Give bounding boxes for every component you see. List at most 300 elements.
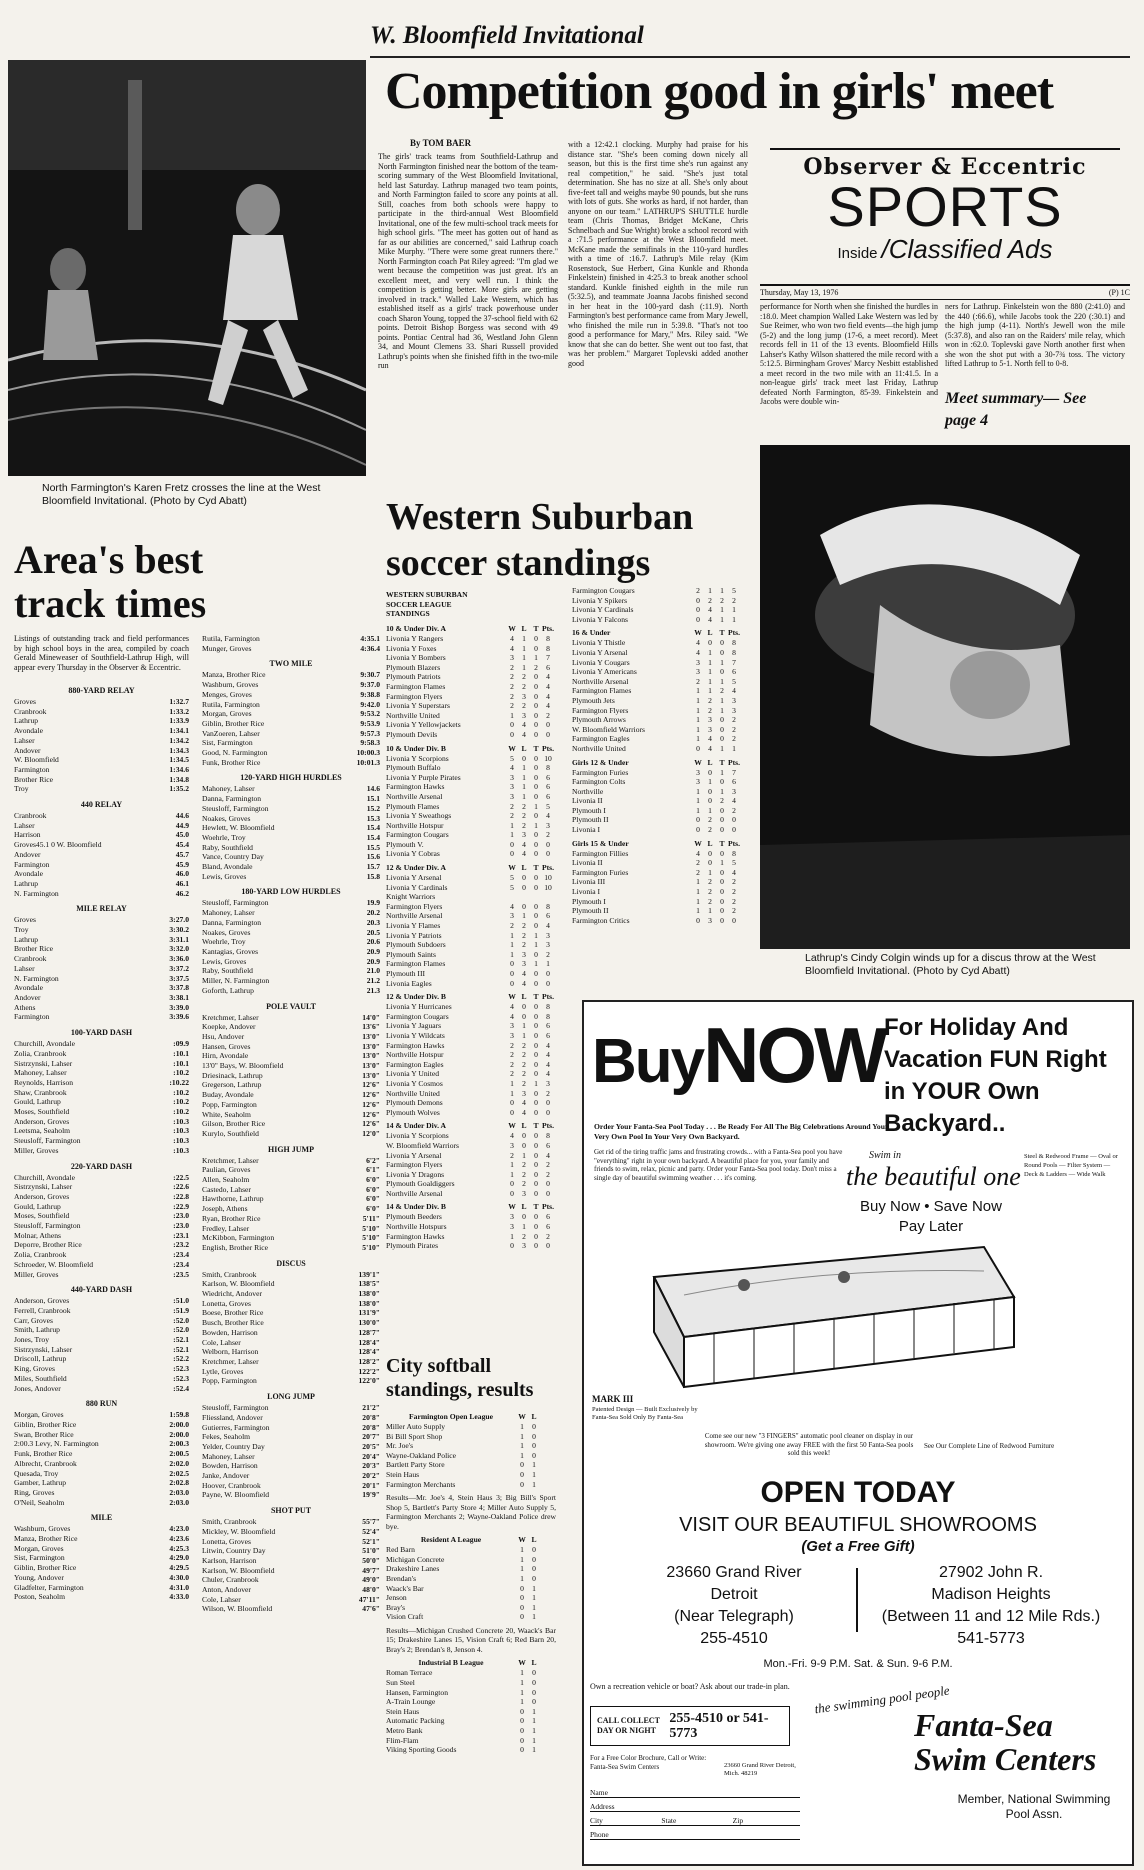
- track-event-heading: 220-YARD DASH: [70, 1161, 133, 1171]
- stat-value: 1: [522, 662, 526, 672]
- track-result-row: [14, 1573, 189, 1583]
- track-result-row: [202, 1403, 380, 1413]
- track-result-row: [14, 1146, 189, 1156]
- athlete-name: Kretchmer, Lahser: [202, 1357, 259, 1366]
- result-mark: 21.3: [366, 985, 380, 995]
- coupon-field-name[interactable]: Name: [590, 1788, 608, 1797]
- team-name: Bartlett Party Store: [386, 1460, 445, 1470]
- result-mark: :23.0: [173, 1211, 189, 1221]
- track-result-row: [202, 1032, 380, 1042]
- result-mark: 52'4": [362, 1526, 380, 1536]
- stat-value: 1: [510, 830, 514, 840]
- track-result-row: [14, 1316, 189, 1326]
- track-result-row: [14, 840, 189, 850]
- ad-cleaner-text: Come see our new "3 FINGERS" automatic pool cleaner on display in our showroom. We're giving one away FREE with the first 50 Fanta-Sea pools sold this week!: [704, 1432, 914, 1457]
- stat-value: 6: [546, 1021, 550, 1031]
- result-mark: 1:34.8: [169, 774, 189, 784]
- stat-value: 0: [696, 614, 700, 624]
- track-result-row: [202, 1270, 380, 1280]
- team-name: Jenson: [386, 1593, 407, 1603]
- result-mark: :52.3: [173, 1373, 189, 1383]
- track-result-row: [14, 1192, 189, 1202]
- stat-value: 4: [546, 1150, 550, 1160]
- stat-value: 2: [708, 887, 712, 897]
- stat-value: 2: [732, 877, 736, 887]
- loc2-address: 27902 John R.: [938, 1564, 1044, 1581]
- athlete-name: Sistrzynski, Lahser: [14, 1182, 73, 1192]
- result-mark: 45.0: [175, 830, 189, 840]
- track-result-row: [202, 738, 380, 748]
- stat-value: 2: [720, 686, 724, 696]
- ad-location-madison: [866, 1562, 1116, 1650]
- stat-value: 5: [546, 801, 550, 811]
- standings-row: [386, 1131, 566, 1141]
- team-name: Mr. Joe's: [386, 1441, 414, 1451]
- team-name: Livonia Y Arsenal: [386, 873, 442, 883]
- league-row: [386, 1593, 556, 1603]
- athlete-name: Andover: [14, 745, 41, 755]
- stat-value: 0: [720, 647, 724, 657]
- column-label: L: [707, 757, 713, 767]
- stat-value: 2: [708, 595, 712, 605]
- stat-value: 2: [510, 1059, 514, 1069]
- stat-value: 0: [534, 691, 538, 701]
- stat-value: 1: [520, 1545, 524, 1555]
- stat-value: 3: [510, 653, 514, 663]
- stat-value: 3: [696, 767, 700, 777]
- ad-call-phones[interactable]: 255-4510 or 541-5773: [669, 1711, 769, 1741]
- athlete-name: Harrison: [14, 830, 41, 840]
- column-label: L: [531, 1535, 537, 1545]
- track-result-row: [14, 746, 189, 756]
- ad-coupon-form: [590, 1784, 800, 1840]
- stat-value: 1: [696, 705, 700, 715]
- team-name: W. Bloomfield Warriors: [572, 724, 645, 734]
- standings-row: [572, 897, 752, 907]
- division-name: Girls 12 & Under: [572, 757, 629, 767]
- track-result-row: [14, 1126, 189, 1136]
- stat-value: 2: [510, 921, 514, 931]
- athlete-name: Gilson, Brother Rice: [202, 1119, 266, 1129]
- athlete-name: Gould, Lathrup: [14, 1097, 61, 1107]
- coupon-field-state[interactable]: State: [661, 1816, 677, 1825]
- track-result-row: [202, 957, 380, 967]
- stat-value: 4: [510, 643, 514, 653]
- stat-value: 1: [696, 724, 700, 734]
- result-mark: 9:38.8: [360, 689, 380, 699]
- stat-value: 2: [546, 949, 550, 959]
- track-result-row: [202, 1556, 380, 1566]
- team-name: Farmington Flyers: [386, 901, 443, 911]
- result-mark: 45.4: [175, 840, 189, 850]
- result-mark: :52.1: [173, 1335, 189, 1345]
- standings-row: [386, 911, 566, 921]
- athlete-name: Hoover, Cranbrook: [202, 1480, 261, 1490]
- ad-free-brochure: For a Free Color Brochure, Call or Write: Fanta-Sea Swim Centers: [590, 1754, 707, 1771]
- standings-row: [572, 677, 752, 687]
- team-name: Livonia Y Cardinals: [386, 882, 448, 892]
- standings-row: [386, 1012, 566, 1022]
- result-mark: 19.9: [366, 898, 380, 908]
- coupon-field-phone[interactable]: Phone: [590, 1830, 609, 1839]
- athlete-name: Danna, Farmington: [202, 794, 262, 804]
- track-event-heading: 180-YARD LOW HURDLES: [241, 887, 341, 897]
- result-mark: 51'0": [362, 1546, 380, 1556]
- result-mark: 3:30.2: [169, 925, 189, 935]
- athlete-name: Carr, Groves: [14, 1315, 53, 1325]
- track-result-row: [14, 850, 189, 860]
- soccer-league-label: WESTERN SUBURBAN SOCCER LEAGUE STANDINGS: [386, 590, 468, 618]
- stat-value: 0: [532, 1697, 536, 1707]
- athlete-name: Steusloff, Farmington: [202, 1403, 269, 1413]
- team-name: Livonia Y Scorpions: [386, 753, 449, 763]
- stat-value: 1: [522, 791, 526, 801]
- story-column-4: ners for Lathrup. Finkelstein won the 880 (2:41.0) and the 440 (:66.6), while Jacobs took the 220 (:30.1) and the high jump (4-11). North's Jewell won the mile (5:37.8), and also ran on the Raiders' mile relay, which won in :62.0. Toplevski gave North another first when she won the shot put with a 30-7¾ toss. The victory lifted Lathrup to 5-1. North fell to 0-8.: [945, 302, 1125, 368]
- ad-features: Steel & Redwood Frame — Oval or Round Pools — Filter System — Deck & Ladders — Wide Walk: [1024, 1153, 1118, 1178]
- result-mark: 9:42.0: [360, 699, 380, 709]
- team-name: Livonia Y Patriots: [386, 930, 442, 940]
- athlete-name: Washburn, Groves: [14, 1524, 71, 1534]
- track-result-row: [14, 1260, 189, 1270]
- result-mark: 13'0": [362, 1061, 380, 1071]
- team-name: Plymouth Flames: [386, 801, 440, 811]
- stat-value: 0: [708, 796, 712, 806]
- result-mark: 20'2": [362, 1471, 380, 1481]
- stat-value: 0: [520, 1593, 524, 1603]
- standings-row: [572, 686, 752, 696]
- column-label: Pts.: [728, 757, 741, 767]
- result-mark: 15.1: [366, 794, 380, 804]
- stat-value: 0: [534, 949, 538, 959]
- track-column-2: [202, 634, 380, 1614]
- athlete-name: Farmington: [14, 1012, 50, 1022]
- stat-value: 4: [546, 1069, 550, 1079]
- track-result-row: [202, 784, 380, 794]
- track-result-row: [14, 1182, 189, 1192]
- coupon-line: [590, 1812, 800, 1826]
- stat-value: 0: [696, 595, 700, 605]
- team-name: Automatic Packing: [386, 1716, 445, 1726]
- column-label: W: [518, 1535, 526, 1545]
- track-result-row: [14, 1364, 189, 1374]
- track-result-row: [14, 983, 189, 993]
- stat-value: 2: [510, 691, 514, 701]
- stat-value: 0: [532, 1554, 536, 1564]
- team-name: Livonia Y Cardinals: [572, 605, 634, 615]
- athlete-name: Woehrle, Troy: [202, 937, 246, 947]
- stat-value: 2: [522, 1160, 526, 1170]
- result-mark: 1:59.8: [169, 1410, 189, 1420]
- team-name: Livonia Eagles: [386, 978, 432, 988]
- result-mark: 44.6: [175, 811, 189, 821]
- column-label: W: [508, 992, 516, 1002]
- stat-value: 3: [510, 911, 514, 921]
- athlete-name: Hansen, Groves: [202, 1041, 251, 1051]
- athlete-name: Gutierres, Farmington: [202, 1422, 270, 1432]
- track-result-row: [202, 1481, 380, 1491]
- coupon-line: [590, 1798, 800, 1812]
- stat-value: 6: [546, 911, 550, 921]
- pool-illustration: [624, 1237, 1024, 1397]
- athlete-name: Steusloff, Farmington: [202, 898, 269, 908]
- stat-value: 8: [546, 634, 550, 643]
- stat-value: 4: [510, 763, 514, 773]
- team-name: Miller Auto Supply: [386, 1422, 446, 1431]
- result-mark: 2:03.0: [169, 1487, 189, 1497]
- standings-row: [386, 1031, 566, 1041]
- team-name: Northville United: [386, 710, 440, 720]
- ad-location-divider: [856, 1568, 858, 1632]
- athlete-name: Miles, Southfield: [14, 1373, 67, 1383]
- stat-value: 1: [708, 647, 712, 657]
- result-mark: 138'5": [358, 1279, 380, 1289]
- stat-value: 2: [534, 662, 538, 672]
- meet-summary-ref[interactable]: Meet summary— See page 4: [945, 390, 1087, 429]
- track-result-row: [202, 947, 380, 957]
- stat-value: 0: [534, 901, 538, 911]
- athlete-name: Poston, Seaholm: [14, 1592, 66, 1602]
- stat-value: 3: [546, 940, 550, 950]
- result-mark: 47'6": [362, 1604, 380, 1614]
- stat-value: 4: [510, 901, 514, 911]
- athlete-name: Woehrle, Troy: [202, 832, 246, 842]
- athlete-name: Sist, Farmington: [14, 1553, 65, 1563]
- stat-value: 0: [520, 1460, 524, 1470]
- result-mark: 5'10": [362, 1223, 380, 1233]
- result-mark: :10.2: [173, 1107, 189, 1117]
- stat-value: 2: [510, 811, 514, 821]
- team-name: Northville Hotspur: [386, 1050, 444, 1060]
- coupon-field-zip[interactable]: Zip: [732, 1816, 744, 1825]
- stat-value: 0: [520, 1745, 524, 1755]
- track-event-heading: MILE: [90, 1513, 113, 1523]
- team-name: Livonia Y Foxes: [386, 643, 437, 653]
- track-result-row: [202, 966, 380, 976]
- team-name: Farmington Flyers: [572, 705, 629, 715]
- result-mark: :10.1: [173, 1058, 189, 1068]
- ad-now: NOW: [703, 1011, 885, 1099]
- ad-location-detroit: [624, 1562, 844, 1650]
- track-result-row: [202, 748, 380, 758]
- team-name: Drakeshire Lanes: [386, 1564, 440, 1574]
- soccer-column-2: [572, 586, 752, 925]
- stat-value: 6: [732, 667, 736, 677]
- athlete-name: McKibbon, Farmington: [202, 1233, 275, 1243]
- stat-value: 3: [696, 777, 700, 787]
- stat-value: 0: [720, 777, 724, 787]
- standings-row: [386, 883, 566, 893]
- athlete-name: Karlson, Harrison: [202, 1555, 257, 1565]
- league-row: [386, 1603, 556, 1613]
- ad-model-desc: Patented Design — Built Exclusively by Fanta-Sea Sold Only By Fanta-Sea: [592, 1406, 698, 1421]
- athlete-name: Lonetta, Groves: [202, 1536, 251, 1546]
- stat-value: 0: [532, 1678, 536, 1687]
- stat-value: 0: [720, 887, 724, 897]
- result-mark: :23.4: [173, 1250, 189, 1260]
- stat-value: 0: [534, 1169, 538, 1179]
- stat-value: 0: [534, 782, 538, 792]
- team-name: Roman Terrace: [386, 1668, 433, 1678]
- stat-value: 0: [532, 1422, 536, 1431]
- stat-value: 3: [732, 786, 736, 796]
- track-result-row: [202, 1338, 380, 1348]
- stat-value: 4: [732, 867, 736, 877]
- division-heading: [386, 744, 566, 754]
- stat-value: 0: [708, 858, 712, 868]
- stat-value: 1: [520, 1697, 524, 1707]
- track-result-row: [202, 1080, 380, 1090]
- stat-value: 1: [534, 1078, 538, 1088]
- stat-value: 2: [708, 825, 712, 835]
- track-result-row: [202, 1461, 380, 1471]
- stat-value: 4: [708, 734, 712, 744]
- division-name: 10 & Under Div. A: [386, 624, 446, 633]
- stat-value: 2: [522, 820, 526, 830]
- track-result-row: [14, 1117, 189, 1127]
- athlete-name: Karlson, W. Bloomfield: [202, 1565, 275, 1575]
- track-result-row: [202, 1013, 380, 1023]
- track-result-row: [14, 1296, 189, 1306]
- coupon-field-city[interactable]: City: [590, 1816, 603, 1825]
- team-name: Farmington Flames: [386, 681, 446, 691]
- main-headline: Competition good in girls' meet: [385, 63, 1054, 120]
- athlete-name: Avondale: [14, 726, 43, 736]
- track-result-row: [14, 736, 189, 746]
- team-name: Livonia III: [572, 877, 606, 887]
- athlete-name: 13'0" Bays, W. Bloomfield: [202, 1061, 284, 1071]
- team-name: Plymouth III: [386, 969, 426, 978]
- stat-value: 0: [534, 1002, 538, 1012]
- standings-row: [386, 1108, 566, 1118]
- athlete-name: Fliessland, Andover: [202, 1412, 263, 1422]
- team-name: Northville Arsenal: [386, 911, 443, 921]
- stat-value: 0: [534, 1179, 538, 1189]
- team-name: Plymouth Blazers: [386, 662, 441, 672]
- stat-value: 2: [708, 705, 712, 715]
- result-mark: 3:36.0: [169, 954, 189, 964]
- league-row: [386, 1545, 556, 1555]
- result-mark: :52.0: [173, 1325, 189, 1335]
- team-name: Waack's Bar: [386, 1583, 424, 1593]
- league-heading: [386, 1535, 556, 1545]
- stat-value: 0: [532, 1441, 536, 1451]
- athlete-name: Churchill, Avondale: [14, 1172, 76, 1182]
- standings-row: [572, 615, 752, 625]
- standings-row: [386, 1060, 566, 1070]
- stat-value: 1: [522, 634, 526, 643]
- athlete-name: Kurylo, Southfield: [202, 1128, 259, 1138]
- standings-row: [386, 902, 566, 912]
- stat-value: 2: [522, 701, 526, 711]
- stat-value: [506, 892, 518, 902]
- standings-row: [572, 825, 752, 835]
- stat-value: 3: [546, 1078, 550, 1088]
- stat-value: 2: [510, 1069, 514, 1079]
- result-mark: 5'11": [362, 1213, 380, 1223]
- track-result-row: [202, 1156, 380, 1166]
- standings-row: [386, 1041, 566, 1051]
- team-name: Bi Bill Sport Shop: [386, 1431, 443, 1441]
- stat-value: 0: [534, 1140, 538, 1150]
- track-result-row: [202, 1423, 380, 1433]
- track-result-row: [202, 1527, 380, 1537]
- loc2-phone: 541-5773: [957, 1630, 1025, 1647]
- track-result-row: [202, 700, 380, 710]
- track-result-row: [202, 976, 380, 986]
- athlete-name: Jones, Andover: [14, 1383, 61, 1393]
- result-mark: 6'1": [366, 1165, 380, 1175]
- stat-value: 1: [520, 1678, 524, 1687]
- stat-value: 1: [532, 1479, 536, 1489]
- athlete-name: Wiedricht, Andover: [202, 1289, 263, 1299]
- standings-row: [386, 782, 566, 792]
- team-name: Plymouth V.: [386, 839, 424, 849]
- soccer-column-1: [386, 620, 566, 1251]
- team-name: Farmington Cougars: [572, 586, 635, 595]
- stat-value: 2: [522, 1169, 526, 1179]
- loc1-phone: 255-4510: [700, 1630, 768, 1647]
- athlete-name: Avondale: [14, 983, 43, 993]
- track-result-row: [202, 634, 380, 644]
- result-mark: 1:34.2: [169, 735, 189, 745]
- stat-value: 0: [708, 638, 712, 648]
- athlete-name: Sist, Farmington: [202, 738, 253, 748]
- team-name: Livonia Y Jaguars: [386, 1021, 442, 1031]
- track-result-row: [202, 1442, 380, 1452]
- track-result-row: [202, 1357, 380, 1367]
- athlete-name: Troy: [14, 784, 29, 794]
- stat-value: 1: [534, 820, 538, 830]
- athlete-name: Manza, Brother Rice: [202, 670, 266, 680]
- athlete-name: Leetsma, Seaholm: [14, 1126, 71, 1136]
- stat-value: 7: [732, 767, 736, 777]
- stat-value: 1: [522, 653, 526, 663]
- track-result-row: [202, 1224, 380, 1234]
- stat-value: 1: [532, 1602, 536, 1612]
- result-mark: 20'4": [362, 1451, 380, 1461]
- stat-value: 5: [732, 586, 736, 595]
- result-mark: 2:00.5: [169, 1449, 189, 1459]
- stat-value: 0: [534, 811, 538, 821]
- team-name: Vision Craft: [386, 1612, 424, 1622]
- result-mark: 45.9: [175, 859, 189, 869]
- stat-value: 1: [522, 772, 526, 782]
- league-row: [386, 1707, 556, 1717]
- softball-column: [386, 1408, 556, 1755]
- result-mark: 4:23.6: [169, 1534, 189, 1544]
- coupon-field-address[interactable]: Address: [590, 1802, 615, 1811]
- story-column-3: performance for North when she finished the hurdles in :18.0. Meet champion Walled Lake Western was led by Sue Reimer, who won two field events—the high jump (5-2) and the long jump (17-6, a meet record). Meet records fell in 11 of the 13 events. Bloomfield Hills Lahser's Kathy Wilson shattered the mile record with a 5:12.5. Birmingham Groves' Marcy Nesbitt established a meet record in the two mile with an 11:41.5. In a non-league girls' track meet last Friday, Lathrup defeated North Farmington, 85-39. Finkelstein and Jacobs were double win-: [760, 302, 938, 406]
- column-label: L: [521, 1121, 527, 1131]
- division-heading: [386, 1121, 566, 1131]
- stat-value: 6: [546, 1222, 550, 1232]
- result-mark: :09.9: [173, 1039, 189, 1049]
- standings-row: [386, 773, 566, 783]
- stat-value: 1: [708, 805, 712, 815]
- athlete-name: Karlson, W. Bloomfield: [202, 1279, 275, 1289]
- athlete-name: Smith, Lathrup: [14, 1325, 60, 1335]
- athlete-name: Manza, Brother Rice: [14, 1534, 78, 1544]
- stat-value: 1: [510, 820, 514, 830]
- team-name: Northville United: [386, 1088, 440, 1098]
- loc2-city: Madison Heights: [931, 1586, 1051, 1603]
- athlete-name: Funk, Brother Rice: [14, 1449, 73, 1459]
- athlete-name: Lonetta, Groves: [202, 1298, 251, 1308]
- standings-row: [386, 792, 566, 802]
- athlete-name: Andover: [14, 849, 41, 859]
- athlete-name: Hewlett, W. Bloomfield: [202, 823, 275, 833]
- athlete-name: Zolia, Cranbrook: [14, 1250, 67, 1260]
